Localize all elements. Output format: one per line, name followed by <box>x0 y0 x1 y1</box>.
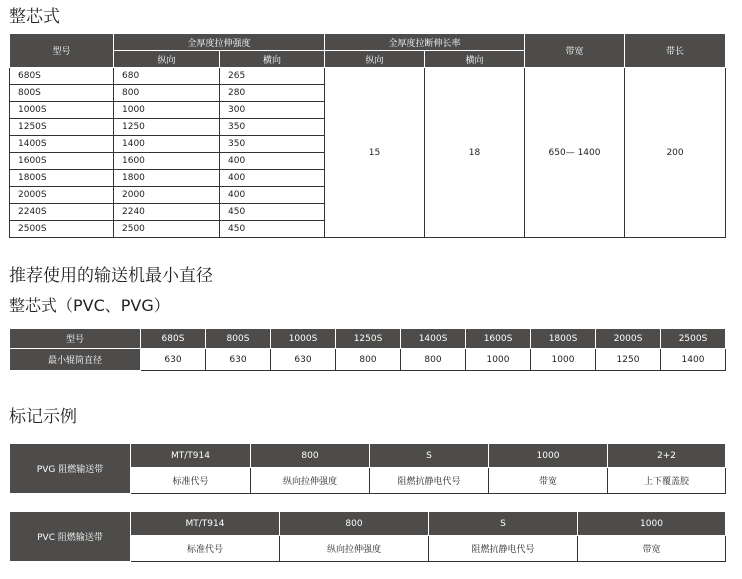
diameter-cell: 1400 <box>661 349 726 371</box>
subheader-transverse: 横向 <box>220 51 325 68</box>
elongation-longitudinal-value: 15 <box>325 68 425 238</box>
transverse-cell: 280 <box>220 85 325 102</box>
model-header: 1250S <box>336 329 401 349</box>
header-belt-length: 带长 <box>625 34 726 68</box>
longitudinal-cell: 1800 <box>114 170 220 187</box>
longitudinal-cell: 1400 <box>114 136 220 153</box>
model-cell: 1250S <box>10 119 114 136</box>
transverse-cell: 350 <box>220 119 325 136</box>
longitudinal-cell: 2000 <box>114 187 220 204</box>
section-title-3: 标记示例 <box>9 407 77 427</box>
model-cell: 2000S <box>10 187 114 204</box>
transverse-cell: 400 <box>220 153 325 170</box>
model-cell: 800S <box>10 85 114 102</box>
header-belt-width: 带宽 <box>525 34 625 68</box>
subheader-elong-transverse: 横向 <box>425 51 525 68</box>
longitudinal-cell: 1250 <box>114 119 220 136</box>
diameter-cell: 1000 <box>466 349 531 371</box>
example-label: PVG 阻燃输送带 <box>10 444 131 494</box>
transverse-cell: 450 <box>220 204 325 221</box>
code-cell: 800 <box>280 512 429 536</box>
code-cell: MT/T914 <box>131 444 251 468</box>
meaning-cell: 纵向拉伸强度 <box>280 536 429 562</box>
code-cell: MT/T914 <box>131 512 280 536</box>
transverse-cell: 265 <box>220 68 325 85</box>
transverse-cell: 350 <box>220 136 325 153</box>
transverse-cell: 450 <box>220 221 325 238</box>
longitudinal-cell: 2240 <box>114 204 220 221</box>
table-row <box>10 68 726 85</box>
transverse-cell: 400 <box>220 170 325 187</box>
section-title-1: 整芯式 <box>9 7 60 27</box>
model-header: 800S <box>206 329 271 349</box>
example-label: PVC 阻燃输送带 <box>10 512 131 562</box>
section-title-2: 推荐使用的输送机最小直径 <box>9 266 213 286</box>
model-cell: 1400S <box>10 136 114 153</box>
longitudinal-cell: 1000 <box>114 102 220 119</box>
belt-width-value: 650— 1400 <box>525 68 625 238</box>
diameter-cell: 1000 <box>531 349 596 371</box>
section-subtitle-2: 整芯式（PVC、PVG） <box>9 296 170 315</box>
model-header: 1000S <box>271 329 336 349</box>
header-tensile-strength: 全厚度拉伸强度 <box>114 34 325 51</box>
model-cell: 1000S <box>10 102 114 119</box>
code-cell: S <box>429 512 578 536</box>
meaning-cell: 标准代号 <box>131 536 280 562</box>
meaning-cell: 阻燃抗静电代号 <box>370 468 489 494</box>
diameter-cell: 800 <box>336 349 401 371</box>
marking-example-2 <box>9 511 726 562</box>
model-header: 680S <box>141 329 206 349</box>
code-cell: 800 <box>251 444 370 468</box>
model-cell: 680S <box>10 68 114 85</box>
diameter-cell: 800 <box>401 349 466 371</box>
meaning-cell: 标准代号 <box>131 468 251 494</box>
transverse-cell: 400 <box>220 187 325 204</box>
longitudinal-cell: 1600 <box>114 153 220 170</box>
model-header: 2000S <box>596 329 661 349</box>
header-model: 型号 <box>10 34 114 68</box>
model-cell: 2240S <box>10 204 114 221</box>
diameter-cell: 630 <box>141 349 206 371</box>
code-cell: 1000 <box>489 444 608 468</box>
meaning-cell: 纵向拉伸强度 <box>251 468 370 494</box>
model-cell: 1600S <box>10 153 114 170</box>
code-cell: 1000 <box>578 512 726 536</box>
min-diameter-label: 最小辊筒直径 <box>10 349 141 371</box>
model-header: 2500S <box>661 329 726 349</box>
subheader-elong-longitudinal: 纵向 <box>325 51 425 68</box>
longitudinal-cell: 2500 <box>114 221 220 238</box>
model-cell: 2500S <box>10 221 114 238</box>
model-cell: 1800S <box>10 170 114 187</box>
marking-example-1 <box>9 443 726 494</box>
transverse-cell: 300 <box>220 102 325 119</box>
model-header: 1800S <box>531 329 596 349</box>
diameter-cell: 1250 <box>596 349 661 371</box>
meaning-cell: 带宽 <box>489 468 608 494</box>
model-header: 1600S <box>466 329 531 349</box>
header-elongation: 全厚度拉断伸长率 <box>325 34 525 51</box>
elongation-transverse-value: 18 <box>425 68 525 238</box>
meaning-cell: 上下覆盖胶 <box>608 468 726 494</box>
longitudinal-cell: 800 <box>114 85 220 102</box>
strength-table <box>9 33 726 238</box>
code-cell: S <box>370 444 489 468</box>
diameter-cell: 630 <box>271 349 336 371</box>
belt-length-value: 200 <box>625 68 726 238</box>
longitudinal-cell: 680 <box>114 68 220 85</box>
code-cell: 2+2 <box>608 444 726 468</box>
model-header: 1400S <box>401 329 466 349</box>
meaning-cell: 阻燃抗静电代号 <box>429 536 578 562</box>
meaning-cell: 带宽 <box>578 536 726 562</box>
diameter-table <box>9 328 726 371</box>
model-header-label: 型号 <box>10 329 141 349</box>
diameter-cell: 630 <box>206 349 271 371</box>
subheader-longitudinal: 纵向 <box>114 51 220 68</box>
